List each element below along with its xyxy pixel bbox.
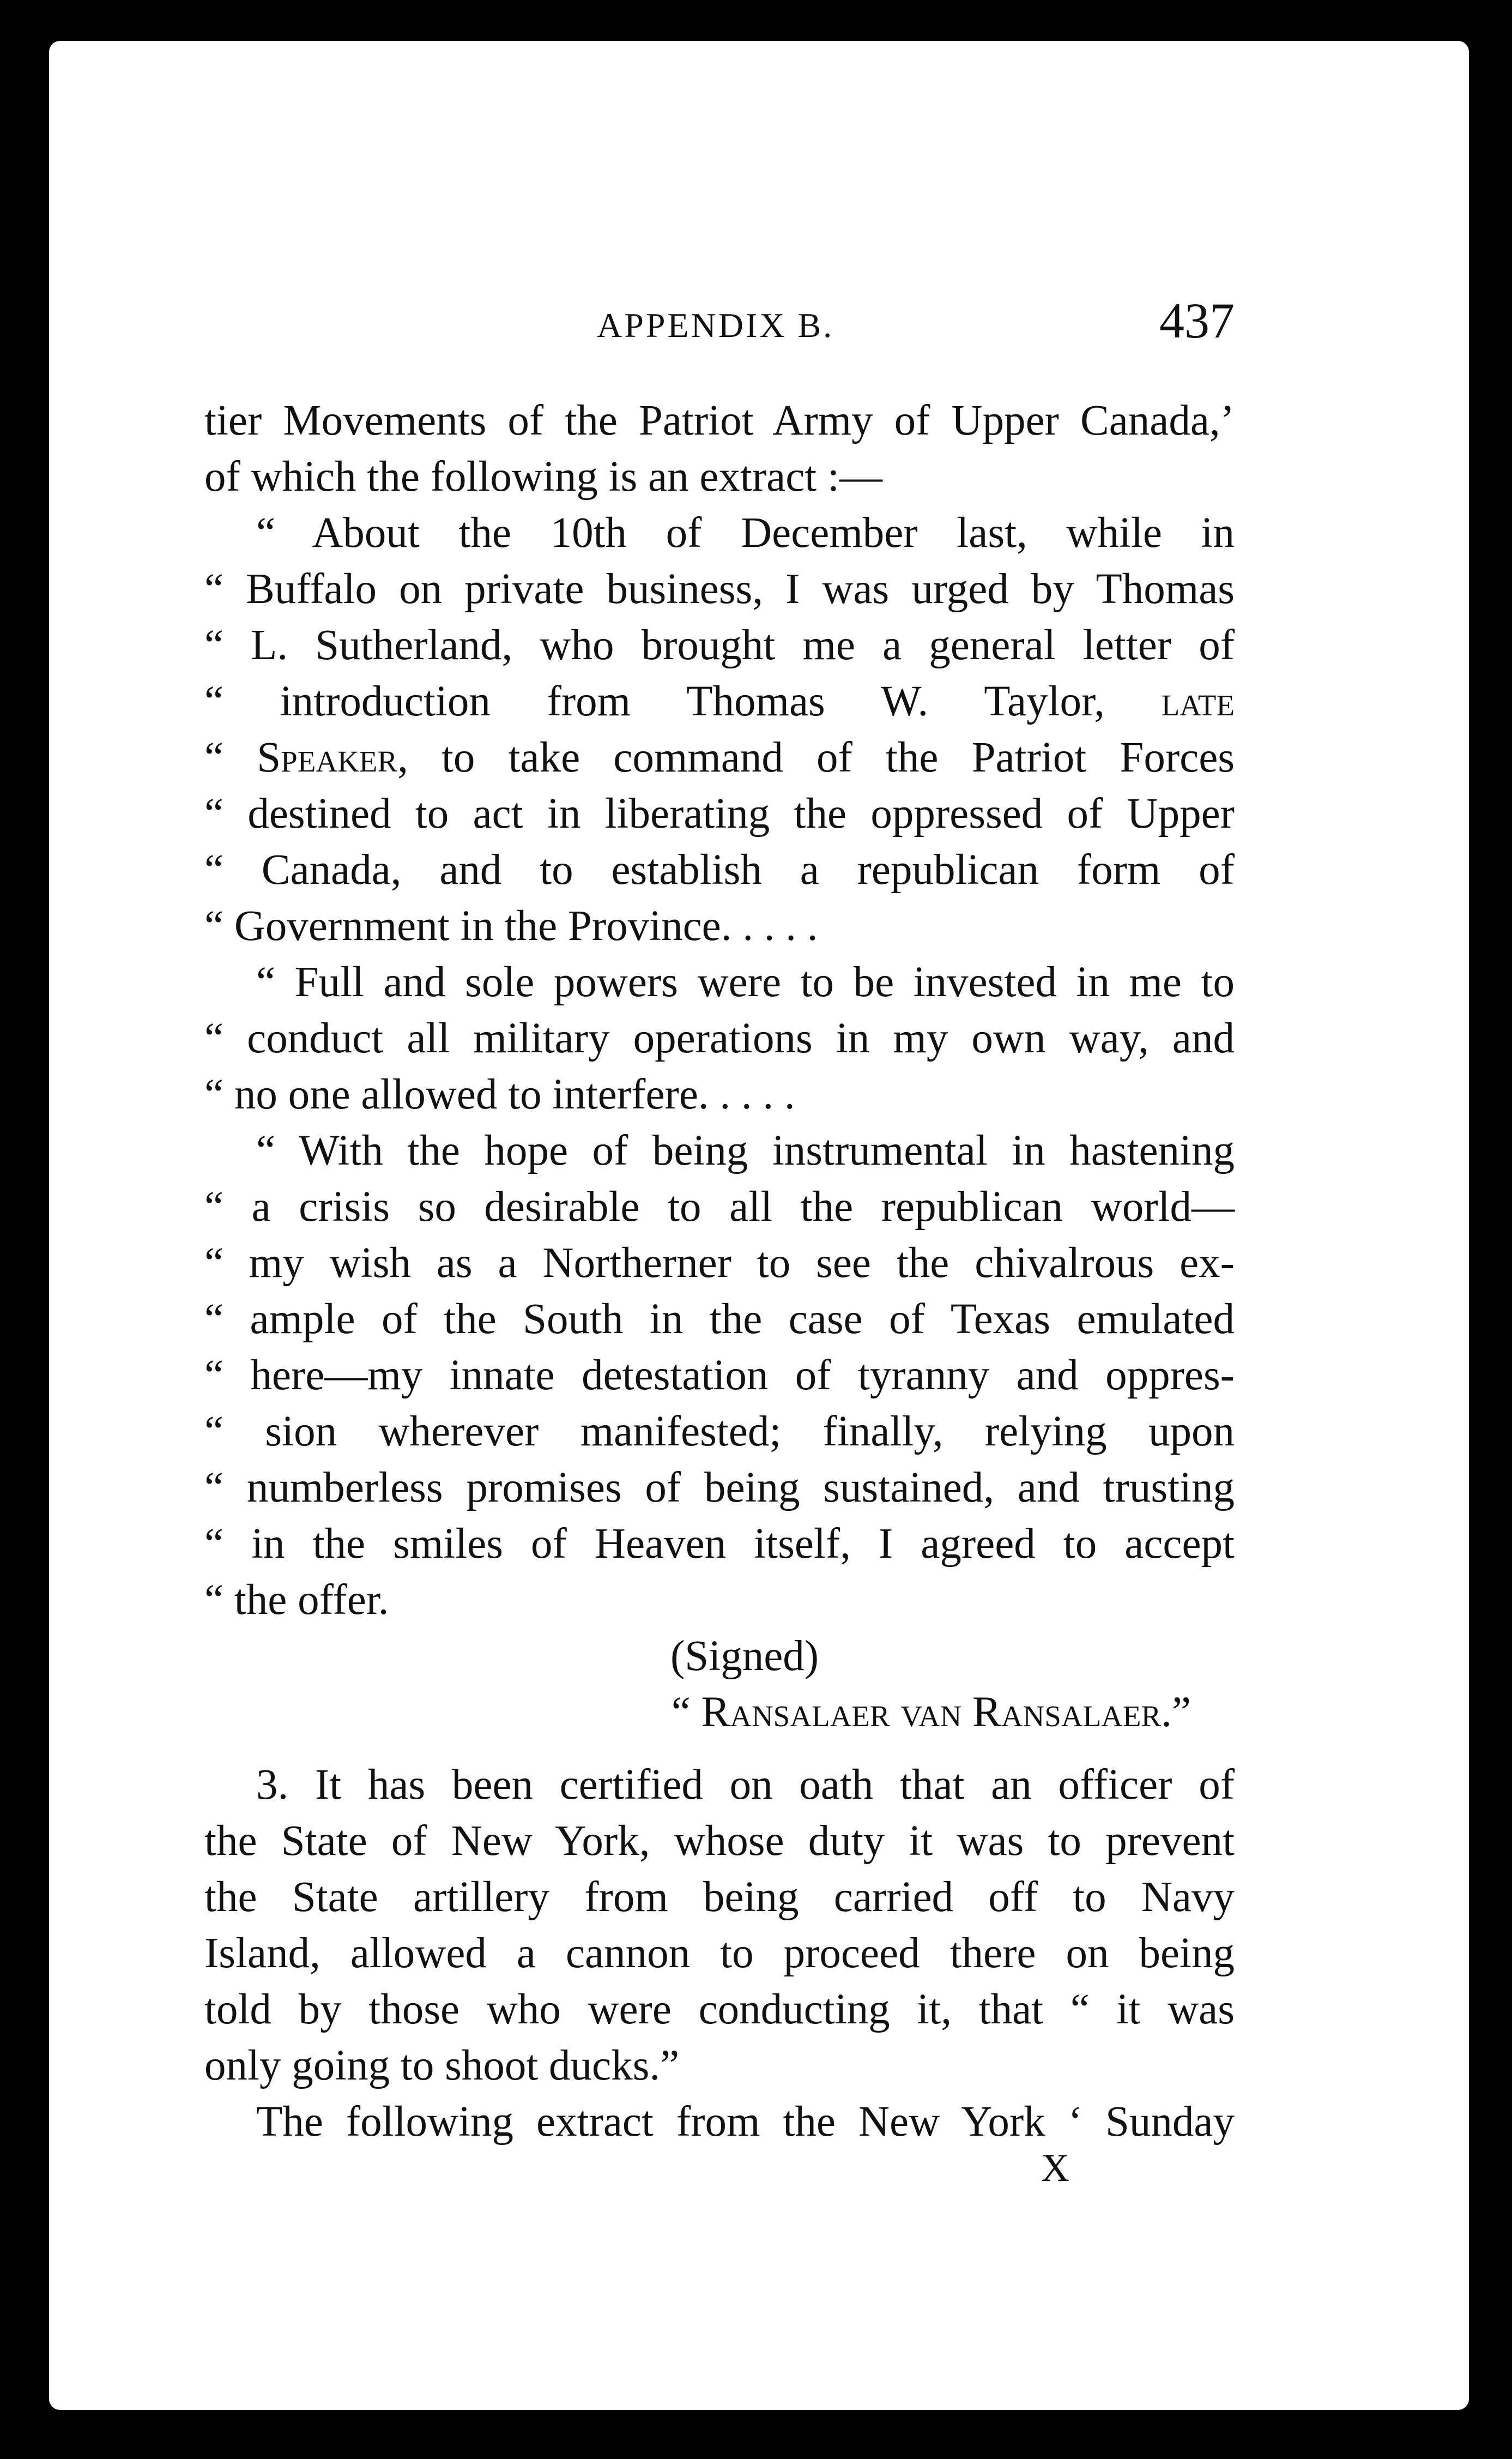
text-line: tier Movements of the Patriot Army of Upper Canada,’: [204, 397, 1235, 444]
signature-name: “ Ransalaer van Ransalaer.”: [671, 1689, 1191, 1736]
text-line: “ my wish as a Northerner to see the chivalrous ex-: [204, 1239, 1235, 1287]
page-number: 437: [1159, 293, 1235, 348]
body-text: [204, 393, 1235, 2150]
text-line: “ numberless promises of being sustained, and trusting: [204, 1464, 1235, 1511]
text-line: [204, 673, 1235, 730]
text-line: “ here—my innate detestation of tyranny and oppres-: [204, 1352, 1235, 1399]
text-line: “ Government in the Province. . . . .: [204, 902, 818, 950]
text-line: “ About the 10th of December last, while in: [256, 509, 1235, 557]
text-line: 3. It has been certified on oath that an officer of: [256, 1761, 1235, 1809]
text-line: “ no one allowed to interfere. . . . .: [204, 1071, 795, 1118]
quote-mark: “: [204, 734, 224, 781]
text-line: “ in the smiles of Heaven itself, I agreed to accept: [204, 1520, 1235, 1568]
running-head: APPENDIX B.: [597, 306, 834, 345]
text-line: the State of New York, whose duty it was to prevent: [204, 1817, 1235, 1865]
text-line: of which the following is an extract :—: [204, 453, 882, 501]
small-caps-word: late: [1161, 678, 1235, 725]
text-line: “ Canada, and to establish a republican form of: [204, 846, 1235, 894]
text-segment: , to take command of the Patriot Forces: [397, 734, 1235, 781]
text-line: “ conduct all military operations in my own way, and: [204, 1015, 1235, 1062]
text-line: The following extract from the New York ‘ Sunday: [256, 2098, 1235, 2145]
text-line: “ Full and sole powers were to be invested in me to: [256, 959, 1235, 1006]
text-line: “ the offer.: [204, 1576, 389, 1624]
text-line: “ Buffalo on private business, I was urged by Thomas: [204, 565, 1235, 613]
signature-mark: X: [1041, 2146, 1069, 2190]
text-line: “ L. Sutherland, who brought me a general letter of: [204, 622, 1235, 669]
text-line: “ sion wherever manifested; finally, relying upon: [204, 1408, 1235, 1455]
paragraph-gap: [204, 1740, 1235, 1757]
text-line: [204, 730, 1235, 786]
text-line: told by those who were conducting it, that “ it was: [204, 1986, 1235, 2033]
signed-label: (Signed): [670, 1632, 819, 1680]
text-segment: “ introduction from Thomas W. Taylor,: [204, 678, 1105, 725]
text-line: “ ample of the South in the case of Texas emulated: [204, 1295, 1235, 1343]
text-line: “ destined to act in liberating the oppressed of Upper: [204, 790, 1235, 837]
small-caps-word: Speaker: [257, 734, 398, 781]
page-header: [204, 284, 1235, 365]
text-line: only going to shoot ducks.”: [204, 2042, 680, 2089]
text-line: Island, allowed a cannon to proceed there on being: [204, 1930, 1235, 1977]
text-line: “ With the hope of being instrumental in hastening: [256, 1127, 1235, 1174]
text-line: the State artillery from being carried off to Navy: [204, 1873, 1235, 1921]
text-line: “ a crisis so desirable to all the republican world—: [204, 1183, 1235, 1231]
